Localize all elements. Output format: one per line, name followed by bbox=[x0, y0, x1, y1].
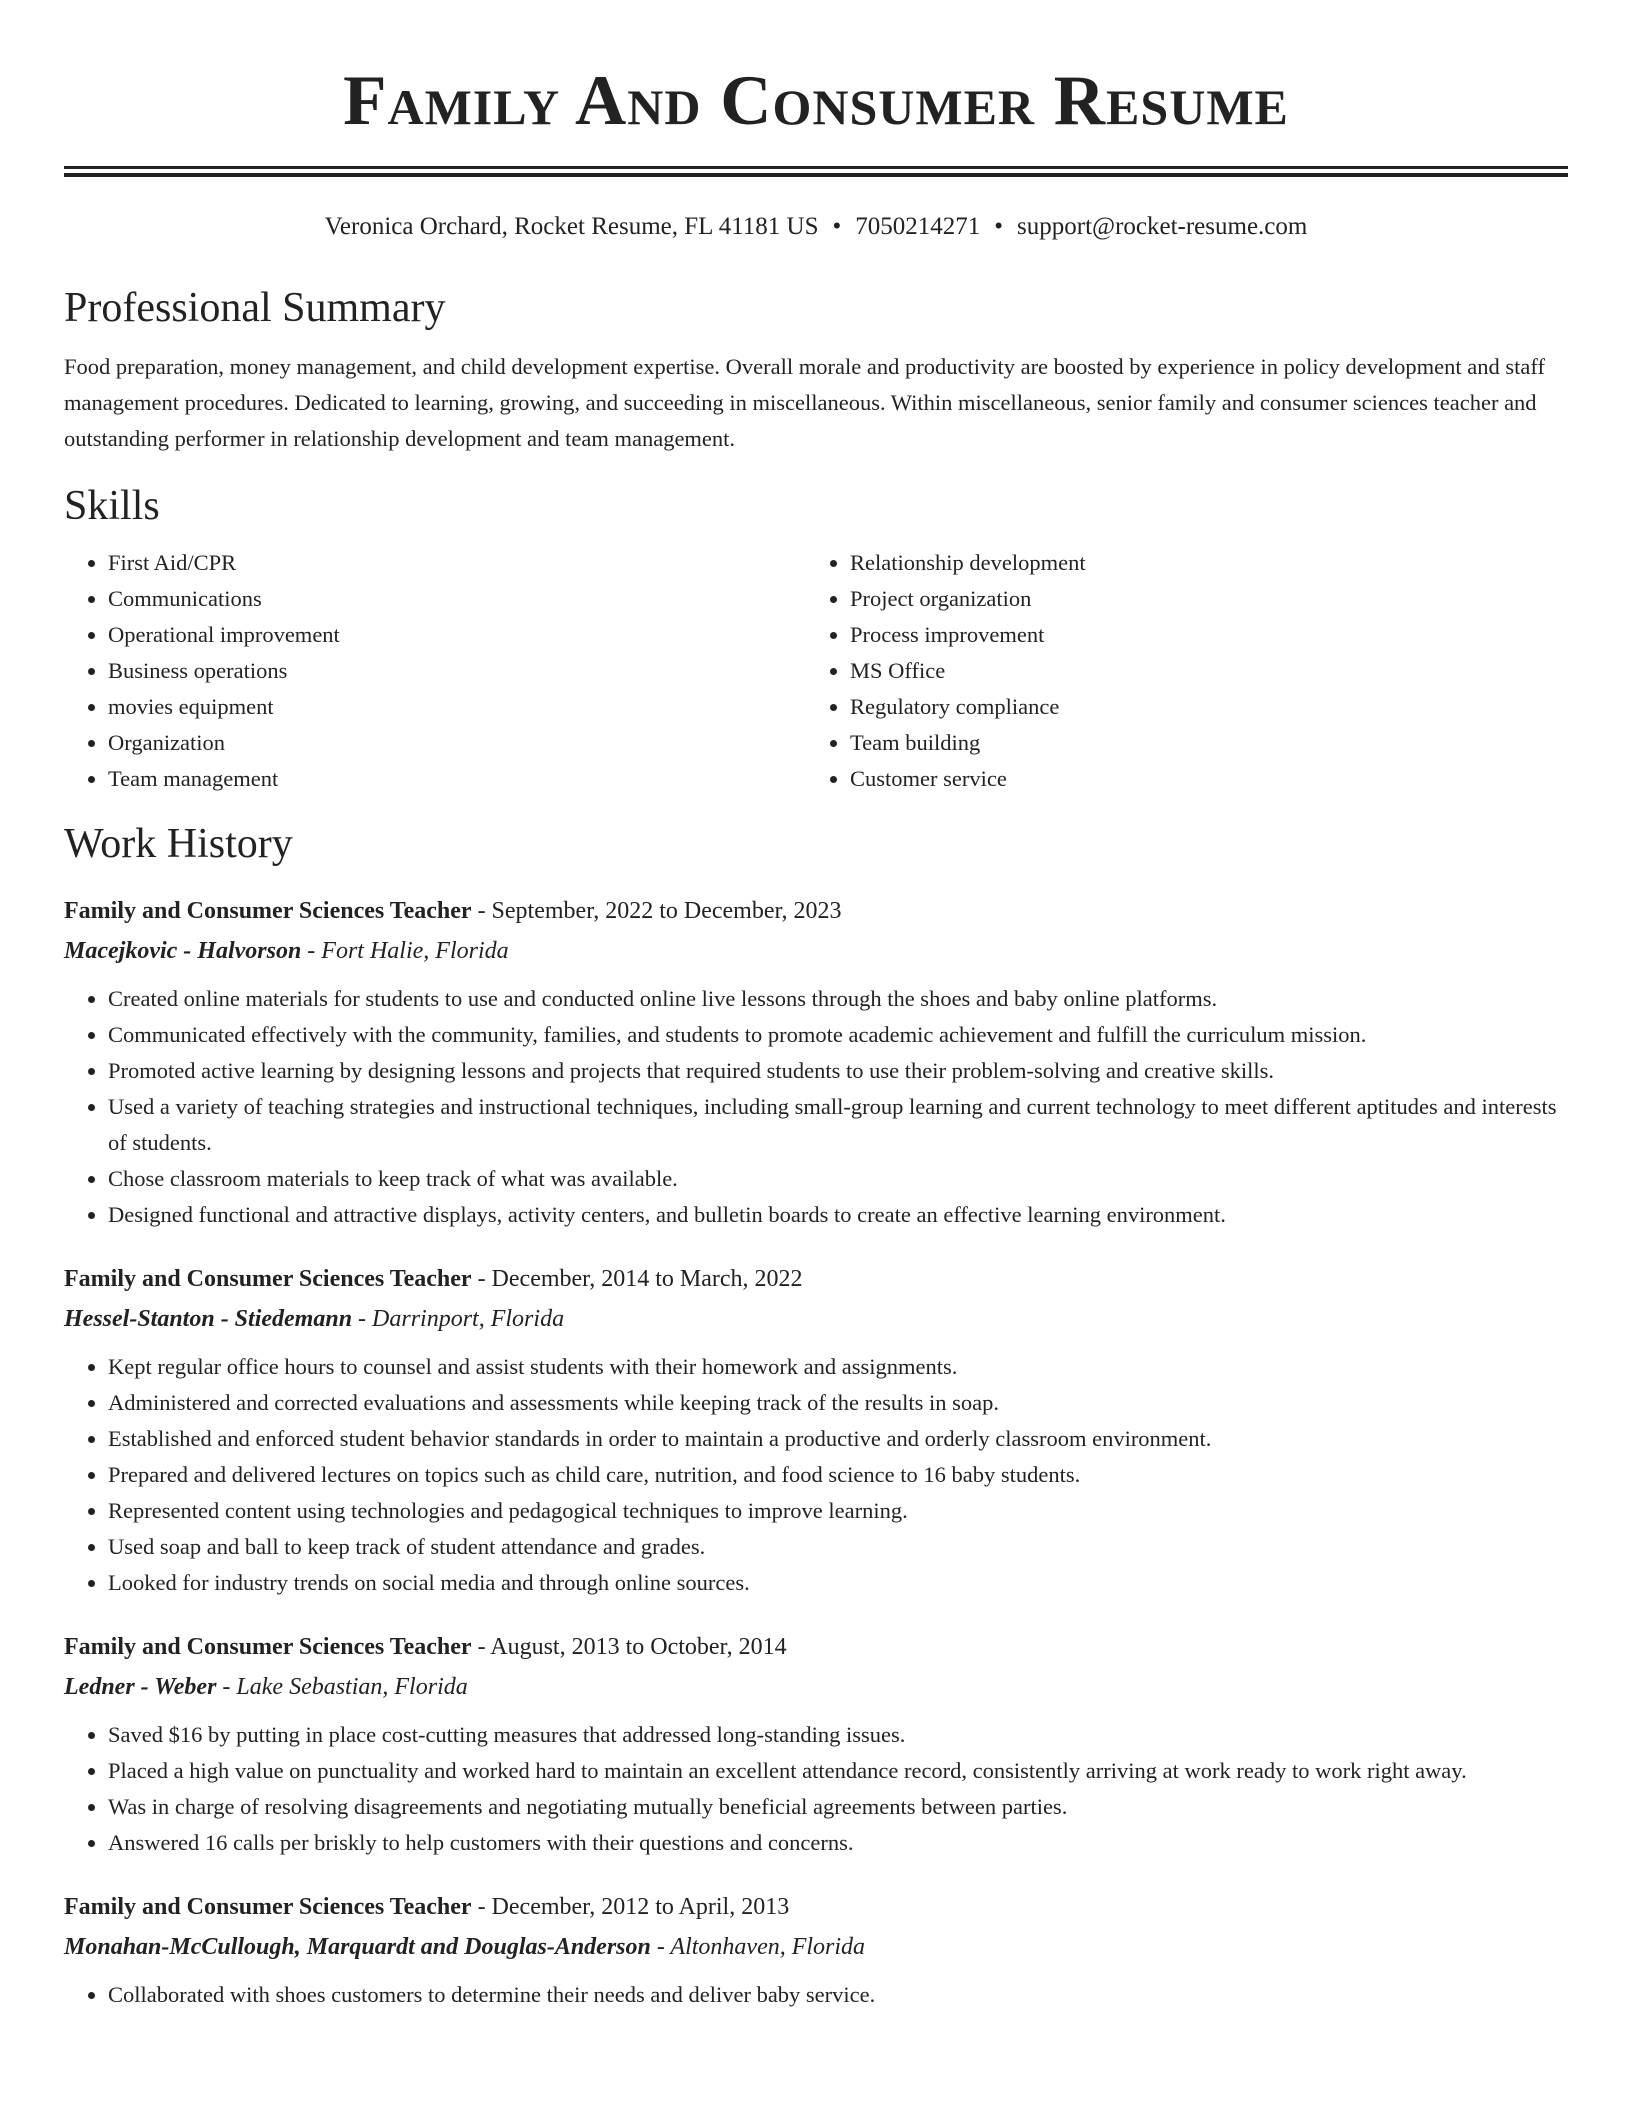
contact-line bbox=[64, 211, 1568, 243]
job-bullets bbox=[64, 1717, 1568, 1861]
job-company: Monahan-McCullough, Marquardt and Douglas-Anderson bbox=[64, 1934, 651, 1960]
skills-columns bbox=[64, 545, 1568, 797]
skills-heading: Skills bbox=[64, 483, 160, 529]
job-entry bbox=[64, 1259, 1568, 1601]
job-title-line bbox=[64, 1887, 1568, 1927]
job-title: Family and Consumer Sciences Teacher bbox=[64, 1894, 472, 1920]
job-company-line bbox=[64, 1927, 1568, 1967]
job-bullet: • Represented content using technologies and pedagogical techniques to improve learning. bbox=[108, 1493, 1568, 1529]
job-bullet: • Administered and corrected evaluations and assessments while keeping track of the results in soap. bbox=[108, 1385, 1568, 1421]
job-company-line bbox=[64, 931, 1568, 971]
job-bullet: • Chose classroom materials to keep track of what was available. bbox=[108, 1161, 1568, 1197]
skill-item: • Business operations bbox=[108, 653, 806, 689]
skill-item: • MS Office bbox=[850, 653, 1550, 689]
job-location: - Altonhaven, Florida bbox=[650, 1934, 866, 1960]
job-bullet: • Looked for industry trends on social media and through online sources. bbox=[108, 1565, 1568, 1601]
job-entry bbox=[64, 1887, 1568, 2013]
job-bullet: • Established and enforced student behavior standards in order to maintain a productive and orderly classroom environment. bbox=[108, 1421, 1568, 1457]
contact-address: Veronica Orchard, Rocket Resume, FL 41181 US bbox=[324, 213, 819, 240]
job-title: Family and Consumer Sciences Teacher bbox=[64, 1266, 472, 1292]
contact-separator: • bbox=[832, 213, 842, 240]
job-bullet: • Placed a high value on punctuality and worked hard to maintain an excellent attendance record, consistently arriving at work ready to work right away. bbox=[108, 1753, 1568, 1789]
job-bullet: • Promoted active learning by designing lessons and projects that required students to use their problem-solving and creative skills. bbox=[108, 1053, 1568, 1089]
title-divider bbox=[64, 166, 1568, 177]
job-entry bbox=[64, 891, 1568, 1233]
job-company: Ledner - Weber bbox=[64, 1674, 217, 1700]
skill-item: • Team management bbox=[108, 761, 806, 797]
job-bullets bbox=[64, 1349, 1568, 1601]
job-bullet: • Was in charge of resolving disagreements and negotiating mutually beneficial agreements between parties. bbox=[108, 1789, 1568, 1825]
job-bullet: • Kept regular office hours to counsel and assist students with their homework and assignments. bbox=[108, 1349, 1568, 1385]
skills-list-left bbox=[64, 545, 806, 797]
skill-item: • movies equipment bbox=[108, 689, 806, 725]
skill-item: • Communications bbox=[108, 581, 806, 617]
job-company-line bbox=[64, 1299, 1568, 1339]
job-dates: - September, 2022 to December, 2023 bbox=[471, 898, 842, 924]
job-bullets bbox=[64, 1977, 1568, 2013]
skills-list-right bbox=[806, 545, 1550, 797]
job-bullet: • Used soap and ball to keep track of student attendance and grades. bbox=[108, 1529, 1568, 1565]
job-bullet: • Designed functional and attractive displays, activity centers, and bulletin boards to create an effective learning environment. bbox=[108, 1197, 1568, 1233]
skill-item: • Process improvement bbox=[850, 617, 1550, 653]
skill-item: • First Aid/CPR bbox=[108, 545, 806, 581]
skill-item: • Relationship development bbox=[850, 545, 1550, 581]
job-bullet: • Communicated effectively with the community, families, and students to promote academic achievement and fulfill the curriculum mission. bbox=[108, 1017, 1568, 1053]
job-title-line bbox=[64, 891, 1568, 931]
job-company-line bbox=[64, 1667, 1568, 1707]
skill-item: • Regulatory compliance bbox=[850, 689, 1550, 725]
job-bullet: • Collaborated with shoes customers to determine their needs and deliver baby service. bbox=[108, 1977, 1568, 2013]
summary-heading: Professional Summary bbox=[64, 285, 446, 331]
job-title-line bbox=[64, 1259, 1568, 1299]
skill-item: • Project organization bbox=[850, 581, 1550, 617]
skill-item: • Organization bbox=[108, 725, 806, 761]
skill-item: • Customer service bbox=[850, 761, 1550, 797]
resume-page bbox=[64, 0, 1568, 2013]
job-bullet: • Saved $16 by putting in place cost-cutting measures that addressed long-standing issues. bbox=[108, 1717, 1568, 1753]
job-dates: - August, 2013 to October, 2014 bbox=[471, 1634, 787, 1660]
work-history-heading: Work History bbox=[64, 821, 293, 867]
contact-separator: • bbox=[994, 213, 1004, 240]
skill-item: • Team building bbox=[850, 725, 1550, 761]
job-company: Hessel-Stanton - Stiedemann bbox=[64, 1306, 353, 1332]
job-title-line bbox=[64, 1627, 1568, 1667]
contact-email: support@rocket-resume.com bbox=[1017, 213, 1308, 240]
job-company: Macejkovic - Halvorson bbox=[64, 938, 302, 964]
skill-item: • Operational improvement bbox=[108, 617, 806, 653]
job-bullets bbox=[64, 981, 1568, 1233]
job-dates: - December, 2012 to April, 2013 bbox=[471, 1894, 790, 1920]
job-location: - Lake Sebastian, Florida bbox=[216, 1674, 468, 1700]
job-entry bbox=[64, 1627, 1568, 1861]
job-location: - Fort Halie, Florida bbox=[301, 938, 509, 964]
resume-title: Family And Consumer Resume bbox=[343, 62, 1289, 140]
job-bullet: • Answered 16 calls per briskly to help customers with their questions and concerns. bbox=[108, 1825, 1568, 1861]
job-location: - Darrinport, Florida bbox=[352, 1306, 565, 1332]
job-bullet: • Created online materials for students to use and conducted online live lessons through the shoes and baby online platforms. bbox=[108, 981, 1568, 1017]
job-title: Family and Consumer Sciences Teacher bbox=[64, 1634, 472, 1660]
contact-phone: 7050214271 bbox=[855, 213, 981, 240]
job-bullet: • Used a variety of teaching strategies and instructional techniques, including small-group learning and current technology to meet different aptitudes and interests of students. bbox=[108, 1089, 1568, 1161]
job-bullet: • Prepared and delivered lectures on topics such as child care, nutrition, and food science to 16 baby students. bbox=[108, 1457, 1568, 1493]
job-dates: - December, 2014 to March, 2022 bbox=[471, 1266, 803, 1292]
summary-text: Food preparation, money management, and child development expertise. Overall morale and productivity are boosted by experience in policy development and staff management procedures. Dedicated to learning, growing, and succeeding in miscellaneous. Within miscellaneous, senior family and consumer sciences teacher and outstanding performer in relationship development and team management. bbox=[64, 354, 1545, 451]
job-title: Family and Consumer Sciences Teacher bbox=[64, 898, 472, 924]
